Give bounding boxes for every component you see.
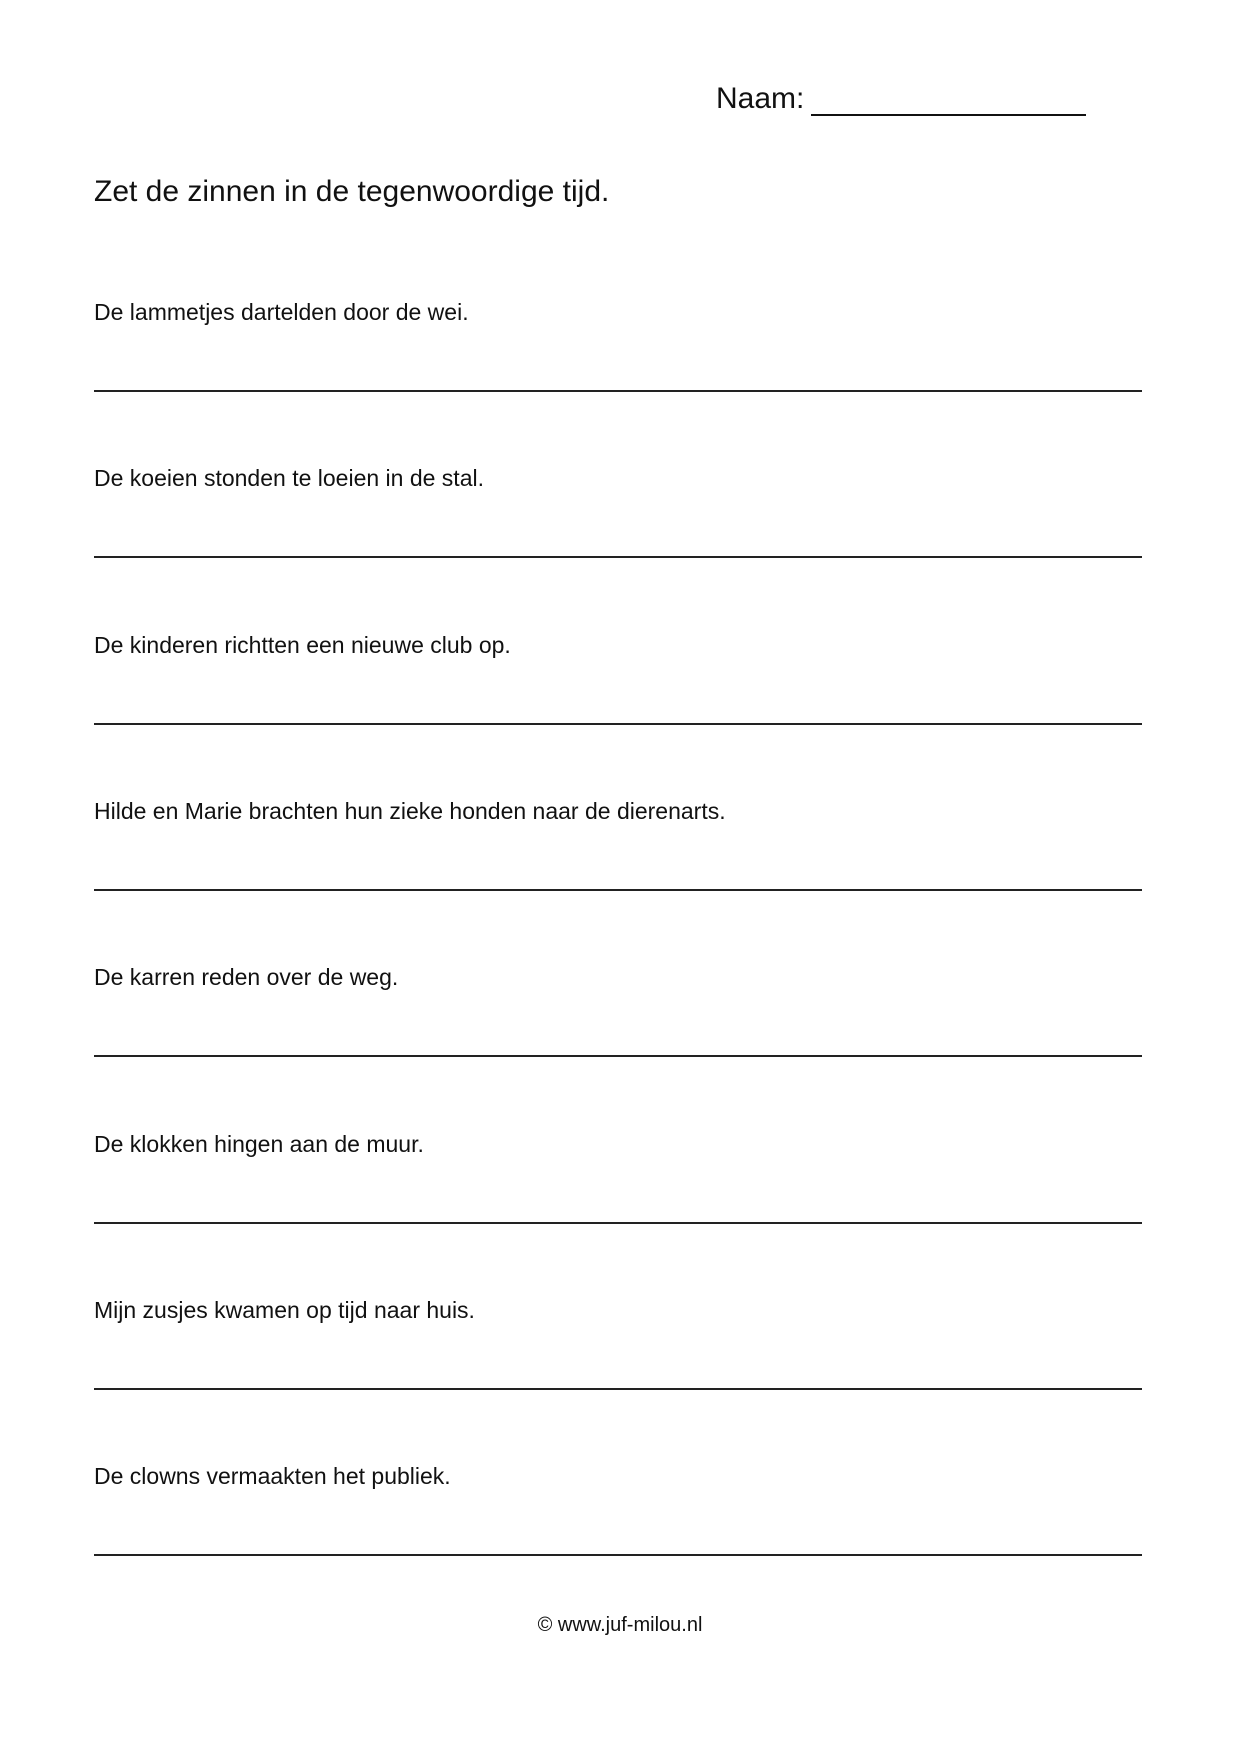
exercise-sentence: De kinderen richtten een nieuwe club op. bbox=[94, 632, 511, 658]
answer-line bbox=[94, 1388, 1142, 1390]
exercise-sentence: De clowns vermaakten het publiek. bbox=[94, 1463, 451, 1489]
exercise-item bbox=[94, 298, 1142, 448]
instruction-text: Zet de zinnen in de tegenwoordige tijd. bbox=[94, 175, 610, 208]
answer-line bbox=[94, 1055, 1142, 1057]
exercise-item bbox=[94, 631, 1142, 781]
exercise-sentence: Hilde en Marie brachten hun zieke honden naar de dierenarts. bbox=[94, 798, 726, 824]
copyright-footer: © www.juf-milou.nl bbox=[537, 1614, 703, 1636]
exercise-sentence: De lammetjes dartelden door de wei. bbox=[94, 299, 469, 325]
exercise-item bbox=[94, 1462, 1142, 1612]
exercise-sentence: De koeien stonden te loeien in de stal. bbox=[94, 465, 484, 491]
exercise-sentence: Mijn zusjes kwamen op tijd naar huis. bbox=[94, 1297, 475, 1323]
name-field bbox=[716, 82, 1086, 116]
exercise-item bbox=[94, 1296, 1142, 1446]
answer-line bbox=[94, 556, 1142, 558]
name-blank-line bbox=[811, 86, 1086, 116]
exercise-item bbox=[94, 464, 1142, 614]
exercise-item bbox=[94, 963, 1142, 1113]
answer-line bbox=[94, 390, 1142, 392]
exercise-sentence: De karren reden over de weg. bbox=[94, 964, 399, 990]
answer-line bbox=[94, 1222, 1142, 1224]
exercise-sentence: De klokken hingen aan de muur. bbox=[94, 1131, 424, 1157]
answer-line bbox=[94, 1554, 1142, 1556]
exercise-item bbox=[94, 1130, 1142, 1280]
answer-line bbox=[94, 889, 1142, 891]
exercise-item bbox=[94, 797, 1142, 947]
name-label: Naam: bbox=[716, 82, 805, 115]
answer-line bbox=[94, 723, 1142, 725]
